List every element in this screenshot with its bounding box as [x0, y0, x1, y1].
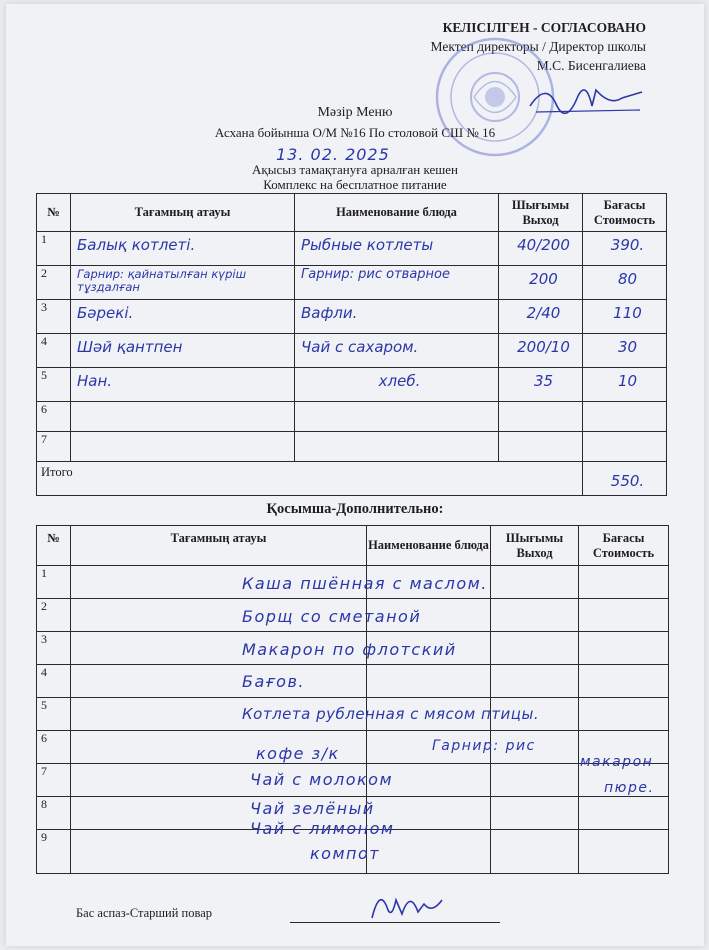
- row-number: 7: [37, 764, 71, 797]
- row-number: 4: [37, 665, 71, 698]
- dish-name-ru: Вафли.: [295, 300, 499, 334]
- additional-table-header: [37, 526, 669, 566]
- dish-name-ru: Чай с сахаром.: [295, 334, 499, 368]
- dish-yield: 40/200: [499, 232, 583, 266]
- cell: [491, 599, 579, 632]
- row-number: 2: [37, 599, 71, 632]
- table-row: [37, 432, 667, 462]
- header-name-ru: Наименование блюда: [295, 194, 499, 232]
- row-number: 3: [37, 300, 71, 334]
- header-num: №: [37, 526, 71, 566]
- total-row: [37, 462, 667, 496]
- cell: [491, 797, 579, 830]
- table-row: [37, 731, 669, 764]
- dish-cost: [583, 432, 667, 462]
- dish-yield: [499, 402, 583, 432]
- dish-cost: 80: [583, 266, 667, 300]
- table-row: [37, 368, 667, 402]
- dish-yield: 2/40: [499, 300, 583, 334]
- row-number: 1: [37, 566, 71, 599]
- row-number: 5: [37, 698, 71, 731]
- header-name-ru: Наименование блюда: [367, 526, 491, 566]
- header-cost: Бағасы Стоимость: [583, 194, 667, 232]
- header-name-kz: Тағамның атауы: [71, 526, 367, 566]
- row-number: 5: [37, 368, 71, 402]
- row-number: 8: [37, 797, 71, 830]
- dish-yield: 35: [499, 368, 583, 402]
- dish-name-ru: хлеб.: [295, 368, 499, 402]
- handwritten-entry: компот: [310, 844, 381, 863]
- table-row: [37, 665, 669, 698]
- dish-name-kz: Гарнир: қайнатылған күріш тұздалған: [71, 266, 295, 300]
- menu-title: Мәзір Меню: [317, 105, 393, 120]
- dish-name-ru: [295, 432, 499, 462]
- table-row: [37, 300, 667, 334]
- complex-ru: Комплекс на бесплатное питание: [263, 177, 447, 192]
- cell: [579, 830, 669, 874]
- header-cost: Бағасы Стоимость: [579, 526, 669, 566]
- total-value: 550.: [583, 462, 667, 496]
- row-number: 7: [37, 432, 71, 462]
- cell: [579, 566, 669, 599]
- dish-yield: 200: [499, 266, 583, 300]
- dish-yield: 200/10: [499, 334, 583, 368]
- cell: [579, 599, 669, 632]
- approval-name: М.С. Бисенгалиева: [536, 58, 646, 73]
- menu-subtitle: Асхана бойынша О/М №16 По столовой СШ № 16: [214, 125, 496, 140]
- chef-label: Бас аспаз-Старший повар: [76, 906, 213, 920]
- approval-heading: КЕЛІСІЛГЕН - СОГЛАСОВАНО: [442, 20, 646, 35]
- cell: [491, 665, 579, 698]
- table-row: [37, 232, 667, 266]
- handwritten-entry: Котлета рубленная с мясом птицы.: [242, 705, 540, 723]
- header-yield: Шығымы Выход: [491, 526, 579, 566]
- menu-date: 13. 02. 2025: [276, 145, 390, 164]
- row-number: 2: [37, 266, 71, 300]
- cell: [579, 698, 669, 731]
- dish-name-kz: Шәй қантпен: [71, 334, 295, 368]
- cell: [71, 665, 367, 698]
- row-number: 6: [37, 731, 71, 764]
- handwritten-entry: макарон: [580, 754, 654, 770]
- table-row: [37, 334, 667, 368]
- row-number: 6: [37, 402, 71, 432]
- row-number: 3: [37, 632, 71, 665]
- cell: [579, 797, 669, 830]
- dish-cost: 390.: [583, 232, 667, 266]
- cell: [491, 566, 579, 599]
- cell: [491, 764, 579, 797]
- handwritten-entry: Бағов.: [242, 672, 305, 691]
- approval-position: Мектеп директоры / Директор школы: [430, 39, 646, 54]
- cell: [491, 632, 579, 665]
- handwritten-entry: пюре.: [604, 780, 655, 796]
- header-yield: Шығымы Выход: [499, 194, 583, 232]
- dish-cost: [583, 402, 667, 432]
- row-number: 4: [37, 334, 71, 368]
- cell: [491, 830, 579, 874]
- dish-name-ru: Гарнир: рис отварное: [295, 266, 499, 300]
- dish-name-kz: [71, 432, 295, 462]
- cell: [579, 665, 669, 698]
- dish-name-ru: Рыбные котлеты: [295, 232, 499, 266]
- row-number: 9: [37, 830, 71, 874]
- table-row: [37, 266, 667, 300]
- dish-name-kz: [71, 402, 295, 432]
- additional-title: Қосымша-Дополнительно:: [266, 501, 444, 517]
- handwritten-entry: Чай зелёный: [250, 799, 375, 818]
- handwritten-entry: кофе з/к: [256, 744, 340, 763]
- header-num: №: [37, 194, 71, 232]
- complex-kz: Ақысыз тамақтануға арналған кешен: [252, 162, 458, 177]
- main-menu-table: [36, 193, 667, 496]
- dish-name-kz: Нан.: [71, 368, 295, 402]
- dish-name-ru: [295, 402, 499, 432]
- handwritten-entry: Каша пшённая с маслом.: [242, 574, 488, 593]
- handwritten-entry: Борщ со сметаной: [242, 607, 422, 626]
- main-table-header: [37, 194, 667, 232]
- row-number: 1: [37, 232, 71, 266]
- handwritten-entry: Гарнир: рис: [432, 738, 536, 754]
- dish-name-kz: Балық котлеті.: [71, 232, 295, 266]
- table-row: [37, 402, 667, 432]
- dish-cost: 30: [583, 334, 667, 368]
- menu-document: [6, 4, 704, 946]
- dish-cost: 10: [583, 368, 667, 402]
- header-name-kz: Тағамның атауы: [71, 194, 295, 232]
- handwritten-entry: Чай с молоком: [250, 770, 394, 789]
- chef-signature-icon: [366, 880, 446, 924]
- dish-yield: [499, 432, 583, 462]
- cell: [367, 665, 491, 698]
- handwritten-entry: Макарон по флотский: [242, 640, 457, 659]
- handwritten-entry: Чай с лимоном: [250, 819, 395, 838]
- total-label: Итого: [37, 462, 583, 496]
- dish-cost: 110: [583, 300, 667, 334]
- cell: [579, 632, 669, 665]
- dish-name-kz: Бәрекі.: [71, 300, 295, 334]
